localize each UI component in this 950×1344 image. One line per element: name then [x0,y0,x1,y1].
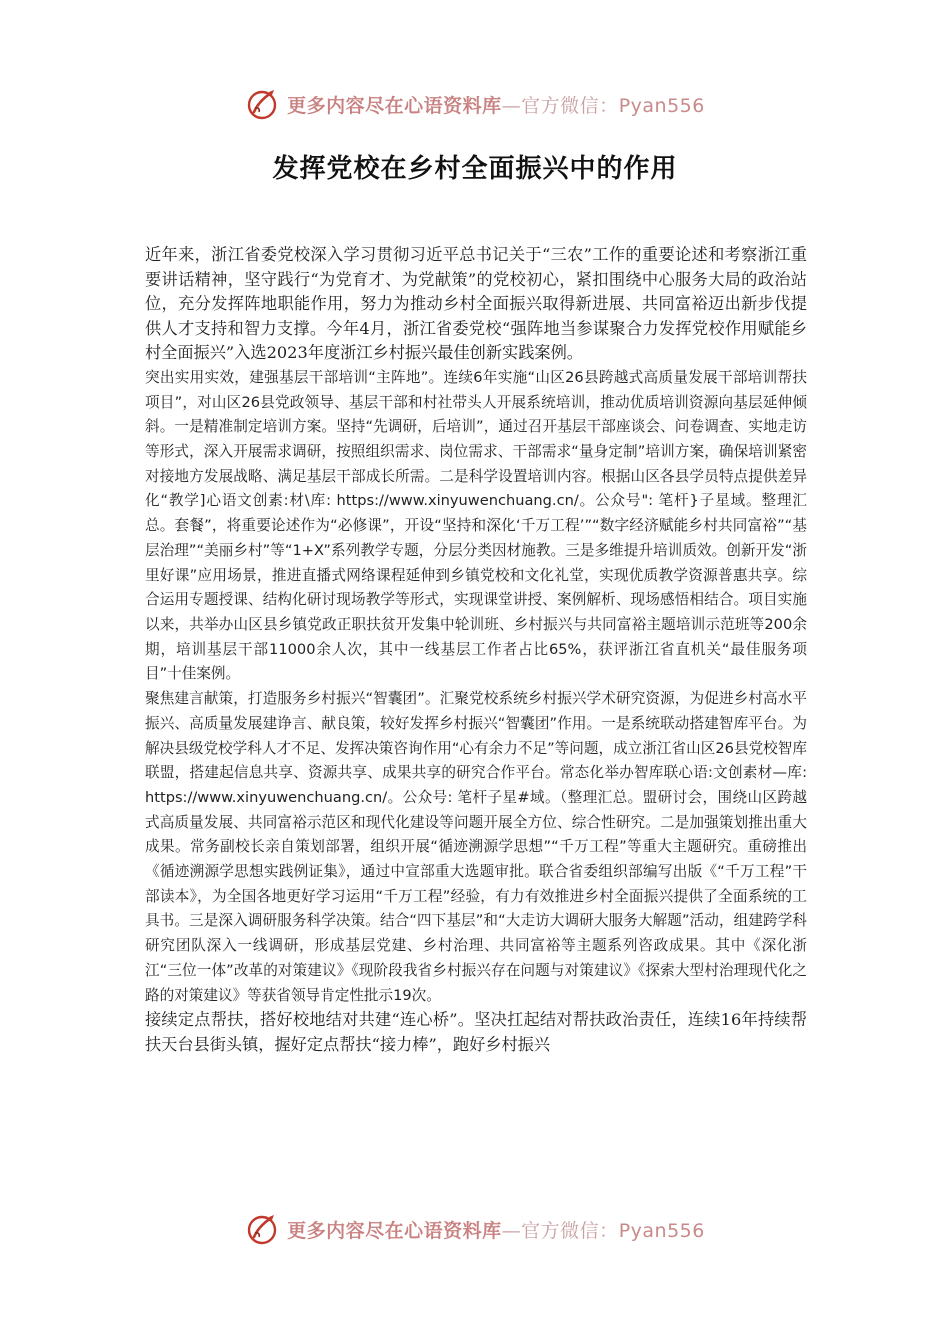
page-title: 发挥党校在乡村全面振兴中的作用 [272,154,678,184]
banner-prefix: 更多内容尽在心语资料库 [287,94,502,117]
banner-text [287,1216,705,1243]
footer-banner[interactable] [0,1209,950,1249]
paragraph-assistance: 接续定点帮扶，搭好校地结对共建“连心桥”。坚决扛起结对帮扶政治责任，连续16年持续帮扶天台县街头镇，握好定点帮扶“接力棒”，跑好乡村振兴 [145,1010,807,1054]
banner-prefix: 更多内容尽在心语资料库 [287,1219,502,1242]
article-body [145,243,807,1057]
banner-text [287,91,705,118]
header-banner[interactable] [0,84,950,124]
banner-wechat-id: Pyan556 [618,94,705,117]
paragraph-training: 突出实用实效，建强基层干部培训“主阵地”。连续6年实施“山区26县跨越式高质量发展干部培训帮扶项目”，对山区26县党政领导、基层干部和村社带头人开展系统培训，推动优质培训资源向基层延伸倾斜。一是精准制定培训方案。坚持“先调研，后培训”，通过召开基层干部座谈会、问卷调查、实地走访等形式，深入开展需求调研，按照组织需求、岗位需求、干部需求“量身定制”培训方案，确保培训紧密对接地方发展战略、满足基层干部成长所需。二是科学设置培训内容。根据山区各县学员特点提供差异化“教学]心语文创素:材\库: https://www.xinyuwenchuang.cn/。公众号": 笔杆}子星域。整理汇总。套餐”，将重要论述作为“必修课”，开设“坚持和深化‘千万工程’”“数字经济赋能乡村共同富裕”“基层治理”“美丽乡村”等“1+X”系列教学专题，分层分类因材施教。三是多维提升培训质效。创新开发“浙里好课”应用场景，推进直播式网络课程延伸到乡镇党校和文化礼堂，实现优质教学资源普惠共享。综合运用专题授课、结构化研讨现场教学等形式，实现课堂讲授、案例解析、现场感悟相结合。项目实施以来，共举办山区县乡镇党政正职扶贫开发集中轮训班、乡村振兴与共同富裕主题培训示范班等200余期，培训基层干部11000余人次，其中一线基层工作者占比65%，获评浙江省直机关“最佳服务项目”十佳案例。 [145,368,807,683]
paragraph-think-tank: 聚焦建言献策，打造服务乡村振兴“智囊团”。汇聚党校系统乡村振兴学术研究资源，为促进乡村高水平振兴、高质量发展建诤言、献良策，较好发挥乡村振兴“智囊团”作用。一是系统联动搭建智库平台。为解决县级党校学科人才不足、发挥决策咨询作用“心有余力不足”等问题，成立浙江省山区26县党校智库联盟，搭建起信息共享、资源共享、成果共享的研究合作平台。常态化举办智库联心语:文创素材—库: https://www.xinyuwenchuang.cn/。公众号: 笔杆子星#域。（整理汇总。盟研讨会，围绕山区跨越式高质量发展、共同富裕示范区和现代化建设等问题开展全方位、综合性研究。二是加强策划推出重大成果。常务副校长亲自策划部署，组织开展“循迹溯源学思想”“千万工程”等重大主题研究。重磅推出《循迹溯源学思想实践例证集》，通过中宣部重大选题审批。联合省委组织部编写出版《“千万工程”干部读本》，为全国各地更好学习运用“千万工程”经验，有力有效推进乡村全面振兴提供了全面系统的工具书。三是深入调研服务科学决策。结合“四下基层”和“大走访大调研大服务大解题”活动，组建跨学科研究团队深入一线调研，形成基层党建、乡村治理、共同富裕等主题系列咨政成果。其中《深化浙江“三位一体”改革的对策建议》《现阶段我省乡村振兴存在问题与对策建议》《探索大型村治理现代化之路的对策建议》等获省领导肯定性批示19次。 [145,690,807,1004]
banner-wechat-id: Pyan556 [618,1219,705,1242]
writing-hand-logo-icon [245,87,279,121]
paragraph-intro: 近年来，浙江省委党校深入学习贯彻习近平总书记关于“三农”工作的重要论述和考察浙江重要讲话精神，坚守践行“为党育才、为党献策”的党校初心，紧扣围绕中心服务大局的政治站位，充分发挥阵地职能作用，努力为推动乡村全面振兴取得新进展、共同富裕迈出新步伐提供人才支持和智力支撑。今年4月，浙江省委党校“强阵地当参谋聚合力发挥党校作用赋能乡村全面振兴”入选2023年度浙江乡村振兴最佳创新实践案例。 [145,245,807,363]
banner-middle: —官方微信： [501,94,619,117]
writing-hand-logo-icon [245,1212,279,1246]
banner-middle: —官方微信： [501,1219,619,1242]
